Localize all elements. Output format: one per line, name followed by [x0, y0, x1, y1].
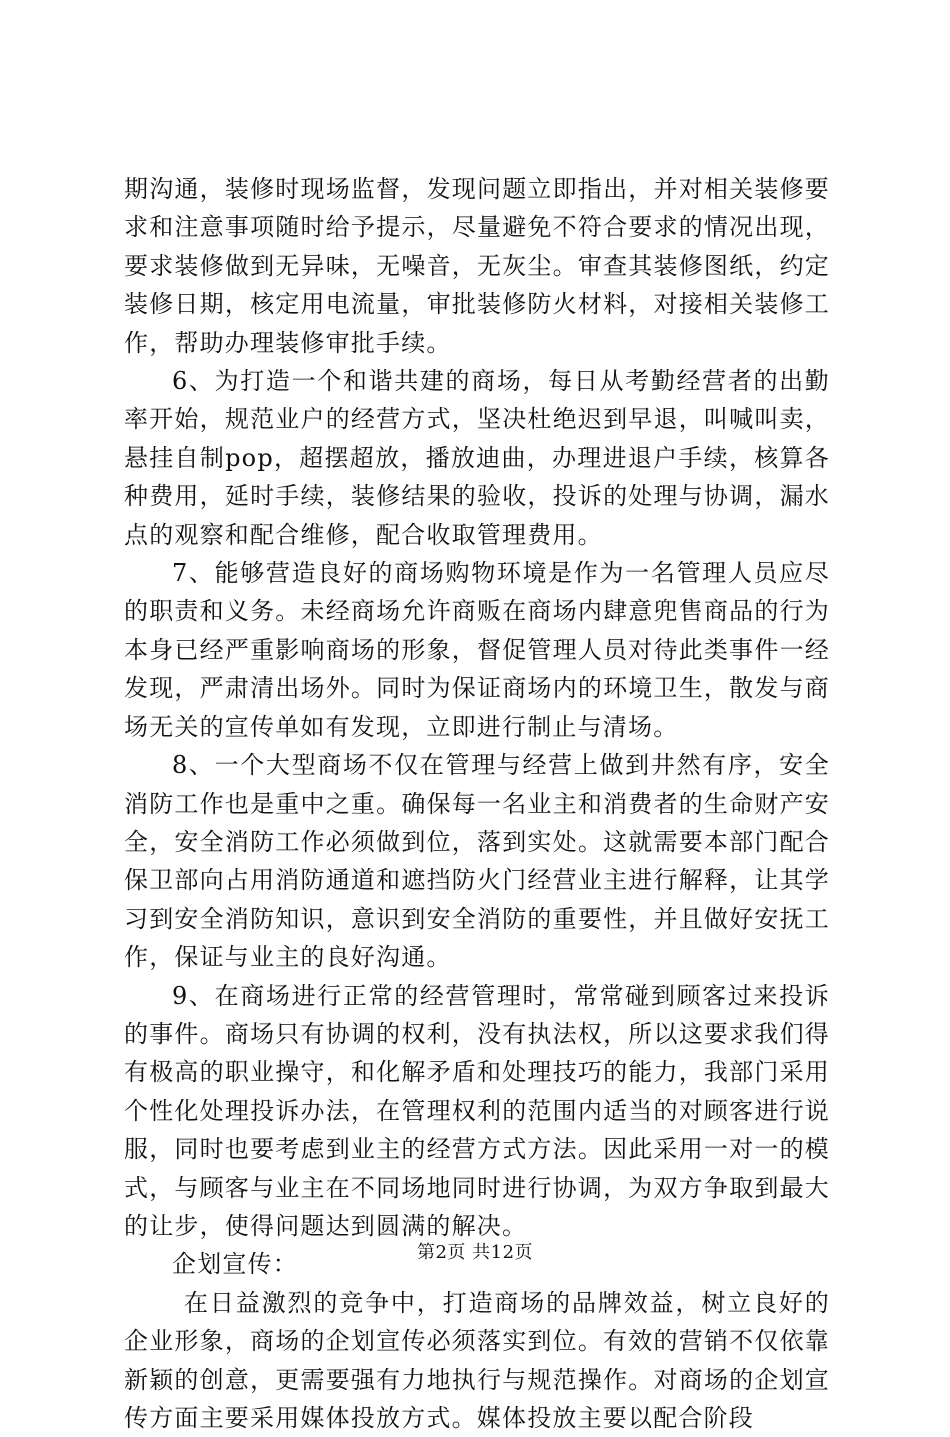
paragraph-continuation: 期沟通，装修时现场监督，发现问题立即指出，并对相关装修要求和注意事项随时给予提示，尽量避免不符合要求的情况出现，要求装修做到无异味，无噪音，无灰尘。审查其装修图纸，约定装修日期，核定用电流量，审批装修防火材料，对接相关装修工作，帮助办理装修审批手续。 [124, 175, 830, 357]
paragraph-item-6: 6、为打造一个和谐共建的商场，每日从考勤经营者的出勤率开始，规范业户的经营方式，坚决杜绝迟到早退，叫喊叫卖，悬挂自制pop，超摆超放，播放迪曲，办理进退户手续，核算各种费用，延时手续，装修结果的验收，投诉的处理与协调，漏水点的观察和配合维修，配合收取管理费用。 [124, 367, 830, 549]
paragraph-planning: 在日益激烈的竞争中，打造商场的品牌效益，树立良好的企业形象，商场的企划宣传必须落实到位。有效的营销不仅依靠新颖的创意，更需要强有力地执行与规范操作。对商场的企划宣传方面主要采用媒体投放方式。媒体投放主要以配合阶段 [124, 1288, 830, 1432]
paragraph-item-9: 9、在商场进行正常的经营管理时，常常碰到顾客过来投诉的事件。商场只有协调的权利，没有执法权，所以这要求我们得有极高的职业操守，和化解矛盾和处理技巧的能力，我部门采用个性化处理投诉办法，在管理权利的范围内适当的对顾客进行说服，同时也要考虑到业主的经营方式方法。因此采用一对一的模式，与顾客与业主在不同场地同时进行协调，为双方争取到最大的让步，使得问题达到圆满的解决。 [124, 981, 830, 1240]
paragraph-item-8: 8、一个大型商场不仅在管理与经营上做到井然有序，安全消防工作也是重中之重。确保每一名业主和消费者的生命财产安全，安全消防工作必须做到位，落到实处。这就需要本部门配合保卫部向占用消防通道和遮挡防火门经营业主进行解释，让其学习到安全消防知识，意识到安全消防的重要性，并且做好安抚工作，保证与业主的良好沟通。 [124, 751, 830, 972]
section-heading-planning: 企划宣传： [172, 1250, 298, 1279]
page-number: 第2页 共12页 [416, 1242, 534, 1263]
paragraph-item-7: 7、能够营造良好的商场购物环境是作为一名管理人员应尽的职责和义务。未经商场允许商贩在商场内肆意兜售商品的行为本身已经严重影响商场的形象，督促管理人员对待此类事件一经发现，严肃清出场外。同时为保证商场内的环境卫生，散发与商场无关的宣传单如有发现，立即进行制止与清场。 [124, 559, 830, 741]
